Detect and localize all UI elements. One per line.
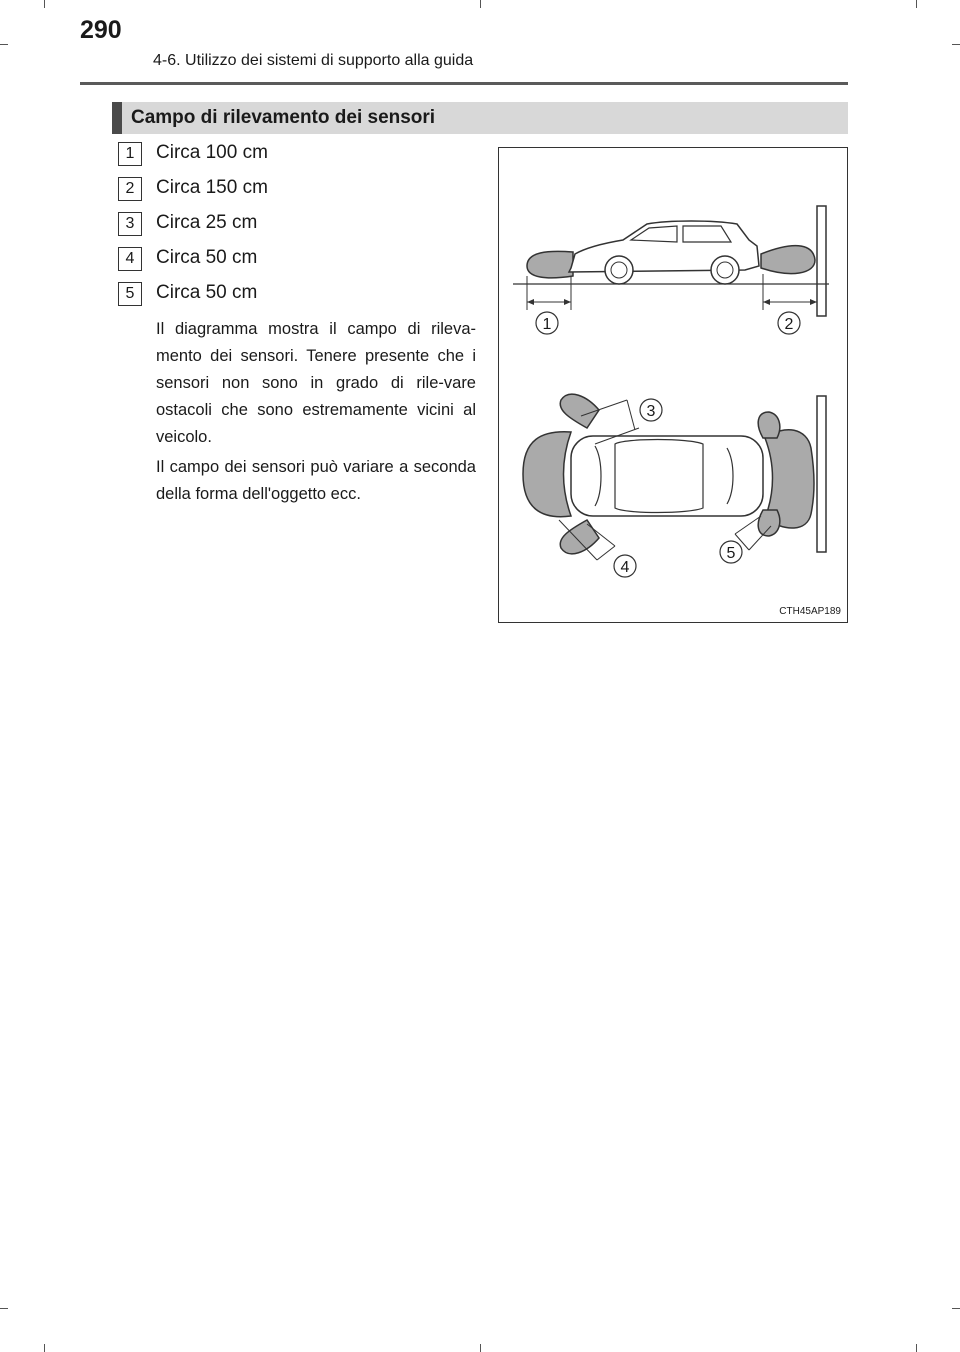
section-heading xyxy=(112,102,848,134)
section-heading-label: Campo di rilevamento dei sensori xyxy=(131,107,436,128)
front-sensor-range-shape xyxy=(527,251,573,278)
chapter-title: 4-6. Utilizzo dei sistemi di supporto alla guida xyxy=(153,52,474,69)
front-wheel-shape xyxy=(605,256,633,284)
body-paragraph: Il diagramma mostra il campo di rileva-mento dei sensori. Tenere presente che i sensori non sono in grado di rile-vare ostacoli che sono estremamente vicini al veicolo. xyxy=(156,320,476,446)
crop-mark xyxy=(0,44,8,45)
item-number-badge: 2 xyxy=(118,177,142,201)
crop-mark xyxy=(952,1308,960,1309)
rear-corner-sensor-range-shape xyxy=(758,412,780,438)
dimension-line xyxy=(597,546,615,560)
dimension-extension-line xyxy=(735,516,761,534)
item-number-badge: 1 xyxy=(118,142,142,166)
callout-label: 5 xyxy=(726,545,736,562)
callout-label: 1 xyxy=(542,316,552,333)
item-text: Circa 150 cm xyxy=(156,177,268,198)
callout-label: 3 xyxy=(646,403,656,420)
callout-label: 2 xyxy=(784,316,794,333)
crop-mark xyxy=(0,1308,8,1309)
rear-corner-sensor-range-shape xyxy=(758,510,780,536)
item-number-badge: 5 xyxy=(118,282,142,306)
sensor-range-figure xyxy=(498,147,848,623)
header-rule xyxy=(80,82,848,85)
crop-mark xyxy=(916,1344,917,1352)
rear-sensor-range-shape xyxy=(761,246,815,274)
figure-code: CTH45AP189 xyxy=(779,606,841,617)
front-corner-sensor-range-shape xyxy=(560,520,599,554)
body-paragraph: Il campo dei sensori può variare a seconda della forma dell'oggetto ecc. xyxy=(156,458,476,503)
crop-mark xyxy=(44,1344,45,1352)
dimension-line xyxy=(627,400,635,430)
front-sensor-range-shape xyxy=(523,432,571,517)
item-number-badge: 3 xyxy=(118,212,142,236)
crop-mark xyxy=(44,0,45,8)
callout-label: 4 xyxy=(620,559,630,576)
item-text: Circa 100 cm xyxy=(156,142,268,163)
crop-mark xyxy=(916,0,917,8)
item-text: Circa 50 cm xyxy=(156,247,258,268)
crop-mark xyxy=(952,44,960,45)
page-number: 290 xyxy=(80,16,122,44)
car-top-view-shape xyxy=(571,436,763,516)
item-text: Circa 25 cm xyxy=(156,212,258,233)
section-heading-accent xyxy=(112,102,122,134)
wall-shape xyxy=(817,206,826,316)
wall-shape xyxy=(817,396,826,552)
crop-mark xyxy=(480,0,481,8)
front-corner-sensor-range-shape xyxy=(560,394,599,428)
rear-wheel-shape xyxy=(711,256,739,284)
item-text: Circa 50 cm xyxy=(156,282,258,303)
crop-mark xyxy=(480,1344,481,1352)
item-number-badge: 4 xyxy=(118,247,142,271)
sensor-range-diagram xyxy=(499,148,847,622)
